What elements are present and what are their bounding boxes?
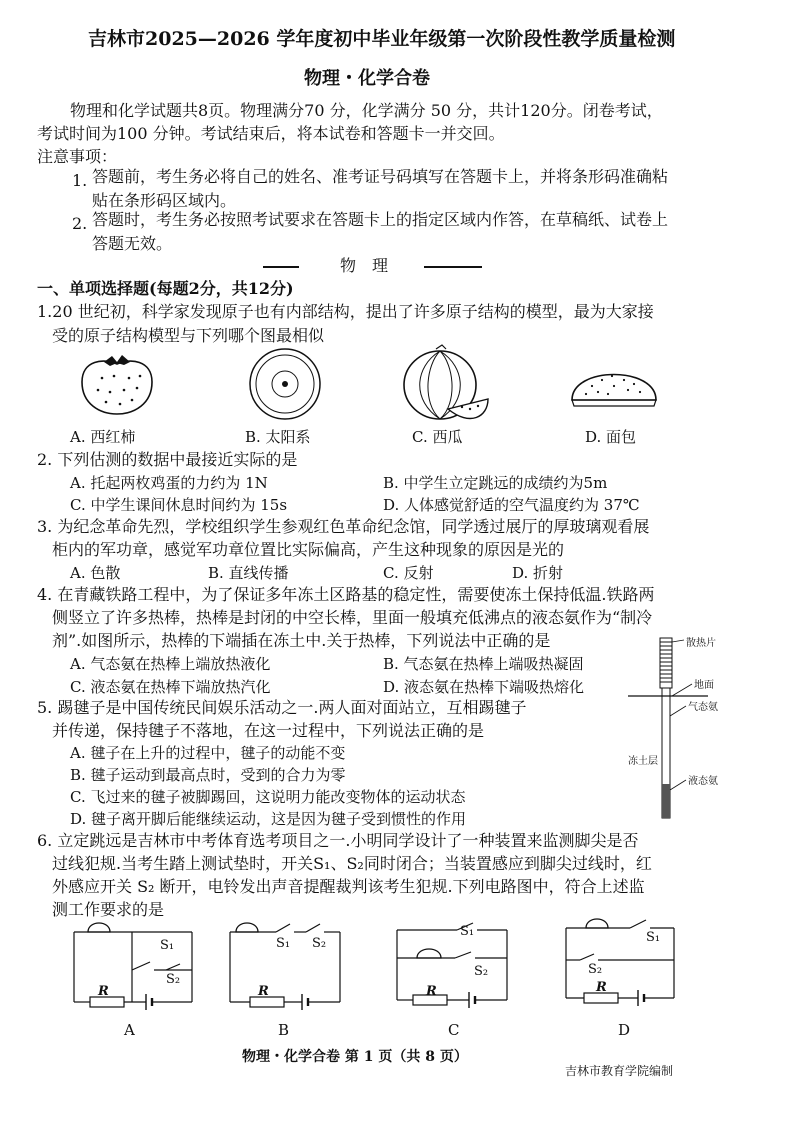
q3-line-1: 3. 为纪念革命先烈，学校组织学生参观红色革命纪念馆，同学透过展厅的厚玻璃观看展 (37, 517, 650, 536)
q1-line-2: 受的原子结构模型与下列哪个图最相似 (52, 326, 325, 345)
q4-option-a: A. 气态氨在热棒上端放热液化 (70, 655, 271, 673)
section-title: 物 理 (340, 256, 389, 275)
q6-line-3: 外感应开关 S₂ 断开，电铃发出声音提醒裁判该考生犯规.下列电路图中，符合上述监 (52, 877, 645, 896)
watermelon-image (400, 345, 492, 427)
q6-line-2: 过线犯规.当考生踏上测试垫时，开关S₁、S₂同时闭合；当装置感应到脚尖过线时，红 (52, 854, 652, 873)
q4-option-c: C. 液态氨在热棒下端放热汽化 (70, 678, 271, 696)
q1-option-d: D. 面包 (585, 428, 637, 446)
note-2-line-2: 答题无效。 (92, 234, 173, 253)
solar-system-image (245, 346, 325, 422)
q3-option-a: A. 色散 (70, 564, 121, 582)
circuit-a-s2-label: S₂ (166, 972, 181, 987)
circuit-c-s1-label: S₁ (460, 924, 475, 939)
q5-line-2: 并传递，保持毽子不落地，在这一过程中，下列说法正确的是 (52, 721, 485, 740)
q3-option-b: B. 直线传播 (208, 564, 289, 582)
circuit-a (70, 918, 200, 1018)
circuit-d (562, 914, 682, 1018)
label-gaseous-ammonia: 气态氨 (688, 702, 718, 713)
q5-option-d: D. 毽子离开脚后能继续运动，这是因为毽子受到惯性的作用 (70, 810, 467, 828)
q1-line-1: 1.20 世纪初，科学家发现原子也有内部结构，提出了许多原子结构的模型，最为大家接 (37, 302, 654, 321)
circuit-d-resistor-label: R (596, 980, 607, 995)
q5-option-b: B. 毽子运动到最高点时，受到的合力为零 (70, 766, 346, 784)
exam-title: 吉林市2025—2026 学年度初中毕业年级第一次阶段性教学质量检测 (88, 28, 676, 50)
publisher: 吉林市教育学院编制 (565, 1064, 674, 1078)
page-footer: 物理・化学合卷 第 1 页（共 8 页） (242, 1049, 468, 1065)
circuit-b (228, 914, 348, 1018)
circuit-a-s1-label: S₁ (160, 938, 175, 953)
q5-option-a: A. 毽子在上升的过程中，毽子的动能不变 (70, 744, 346, 762)
q3-option-c: C. 反射 (383, 564, 434, 582)
note-1-line-2: 贴在条形码区域内。 (92, 191, 237, 210)
q2-option-a: A. 托起两枚鸡蛋的力约为 1N (70, 474, 268, 492)
q4-line-3: 剂”.如图所示，热棒的下端插在冻土中.关于热棒，下列说法中正确的是 (52, 631, 551, 650)
q2-option-d: D. 人体感觉舒适的空气温度约为 37℃ (383, 496, 640, 514)
label-heat-sink: 散热片 (686, 638, 716, 649)
q5-line-1: 5. 踢毽子是中国传统民间娱乐活动之一.两人面对面站立，互相踢毽子 (37, 698, 527, 717)
circuit-b-label: B (278, 1021, 290, 1039)
q4-line-1: 4. 在青藏铁路工程中，为了保证多年冻土区路基的稳定性，需要使冻土保持低温.铁路两 (37, 585, 655, 604)
circuit-d-s2-label: S₂ (588, 962, 603, 977)
circuit-a-label: A (124, 1021, 135, 1039)
q1-option-b: B. 太阳系 (245, 428, 311, 446)
q3-option-d: D. 折射 (512, 564, 564, 582)
note-1-line-1: 答题前，考生务必将自己的姓名、准考证号码填写在答题卡上，并将条形码准确粘 (92, 167, 669, 186)
circuit-b-resistor-label: R (258, 984, 269, 999)
exam-subtitle: 物理・化学合卷 (304, 68, 430, 89)
circuit-c-resistor-label: R (426, 984, 437, 999)
q6-line-4: 测工作要求的是 (52, 900, 165, 919)
note-1-number: 1. (72, 171, 88, 190)
tomato-image (74, 350, 160, 416)
label-ground: 地面 (694, 680, 714, 691)
label-liquid-ammonia: 液态氨 (688, 776, 718, 787)
q1-option-c: C. 西瓜 (412, 428, 463, 446)
circuit-c-label: C (448, 1021, 460, 1039)
label-permafrost: 冻土层 (628, 756, 658, 767)
q3-line-2: 柜内的军功章，感觉军功章位置比实际偏高，产生这种现象的原因是光的 (52, 540, 565, 559)
heat-pipe-figure (618, 634, 728, 830)
bread-image (568, 356, 660, 416)
note-2-line-1: 答题时，考生务必按照考试要求在答题卡上的指定区域内作答，在草稿纸、试卷上 (92, 210, 669, 229)
q4-line-2: 侧竖立了许多热棒，热棒是封闭的中空长棒，里面一般填充低沸点的液态氨作为“制冷 (52, 608, 653, 627)
part-1-heading: 一、单项选择题(每题2分，共12分) (37, 279, 294, 298)
q2-option-c: C. 中学生课间休息时间约为 15s (70, 496, 288, 514)
circuit-a-resistor-label: R (98, 984, 109, 999)
q5-option-c: C. 飞过来的毽子被脚踢回，这说明力能改变物体的运动状态 (70, 788, 466, 806)
q1-option-a: A. 西红柿 (70, 428, 136, 446)
q2-stem: 2. 下列估测的数据中最接近实际的是 (37, 450, 298, 469)
section-rule-right (424, 266, 482, 268)
q4-option-b: B. 气态氨在热棒上端吸热凝固 (383, 655, 584, 673)
section-rule-left (263, 266, 299, 268)
intro-line-1: 物理和化学试题共8页。物理满分70 分，化学满分 50 分，共计120分。闭卷考试， (70, 101, 663, 120)
notice-label: 注意事项： (37, 147, 118, 166)
circuit-c-s2-label: S₂ (474, 964, 489, 979)
q2-option-b: B. 中学生立定跳远的成绩约为5m (383, 474, 608, 492)
circuit-c (395, 920, 515, 1020)
circuit-d-label: D (618, 1021, 631, 1039)
intro-line-2: 考试时间为100 分钟。考试结束后，将本试卷和答题卡一并交回。 (37, 124, 505, 143)
circuit-b-s2-label: S₂ (312, 936, 327, 951)
note-2-number: 2. (72, 214, 88, 233)
q6-line-1: 6. 立定跳远是吉林市中考体育选考项目之一.小明同学设计了一种装置来监测脚尖是否 (37, 831, 639, 850)
circuit-b-s1-label: S₁ (276, 936, 291, 951)
q4-option-d: D. 液态氨在热棒下端吸热熔化 (383, 678, 585, 696)
circuit-d-s1-label: S₁ (646, 930, 661, 945)
